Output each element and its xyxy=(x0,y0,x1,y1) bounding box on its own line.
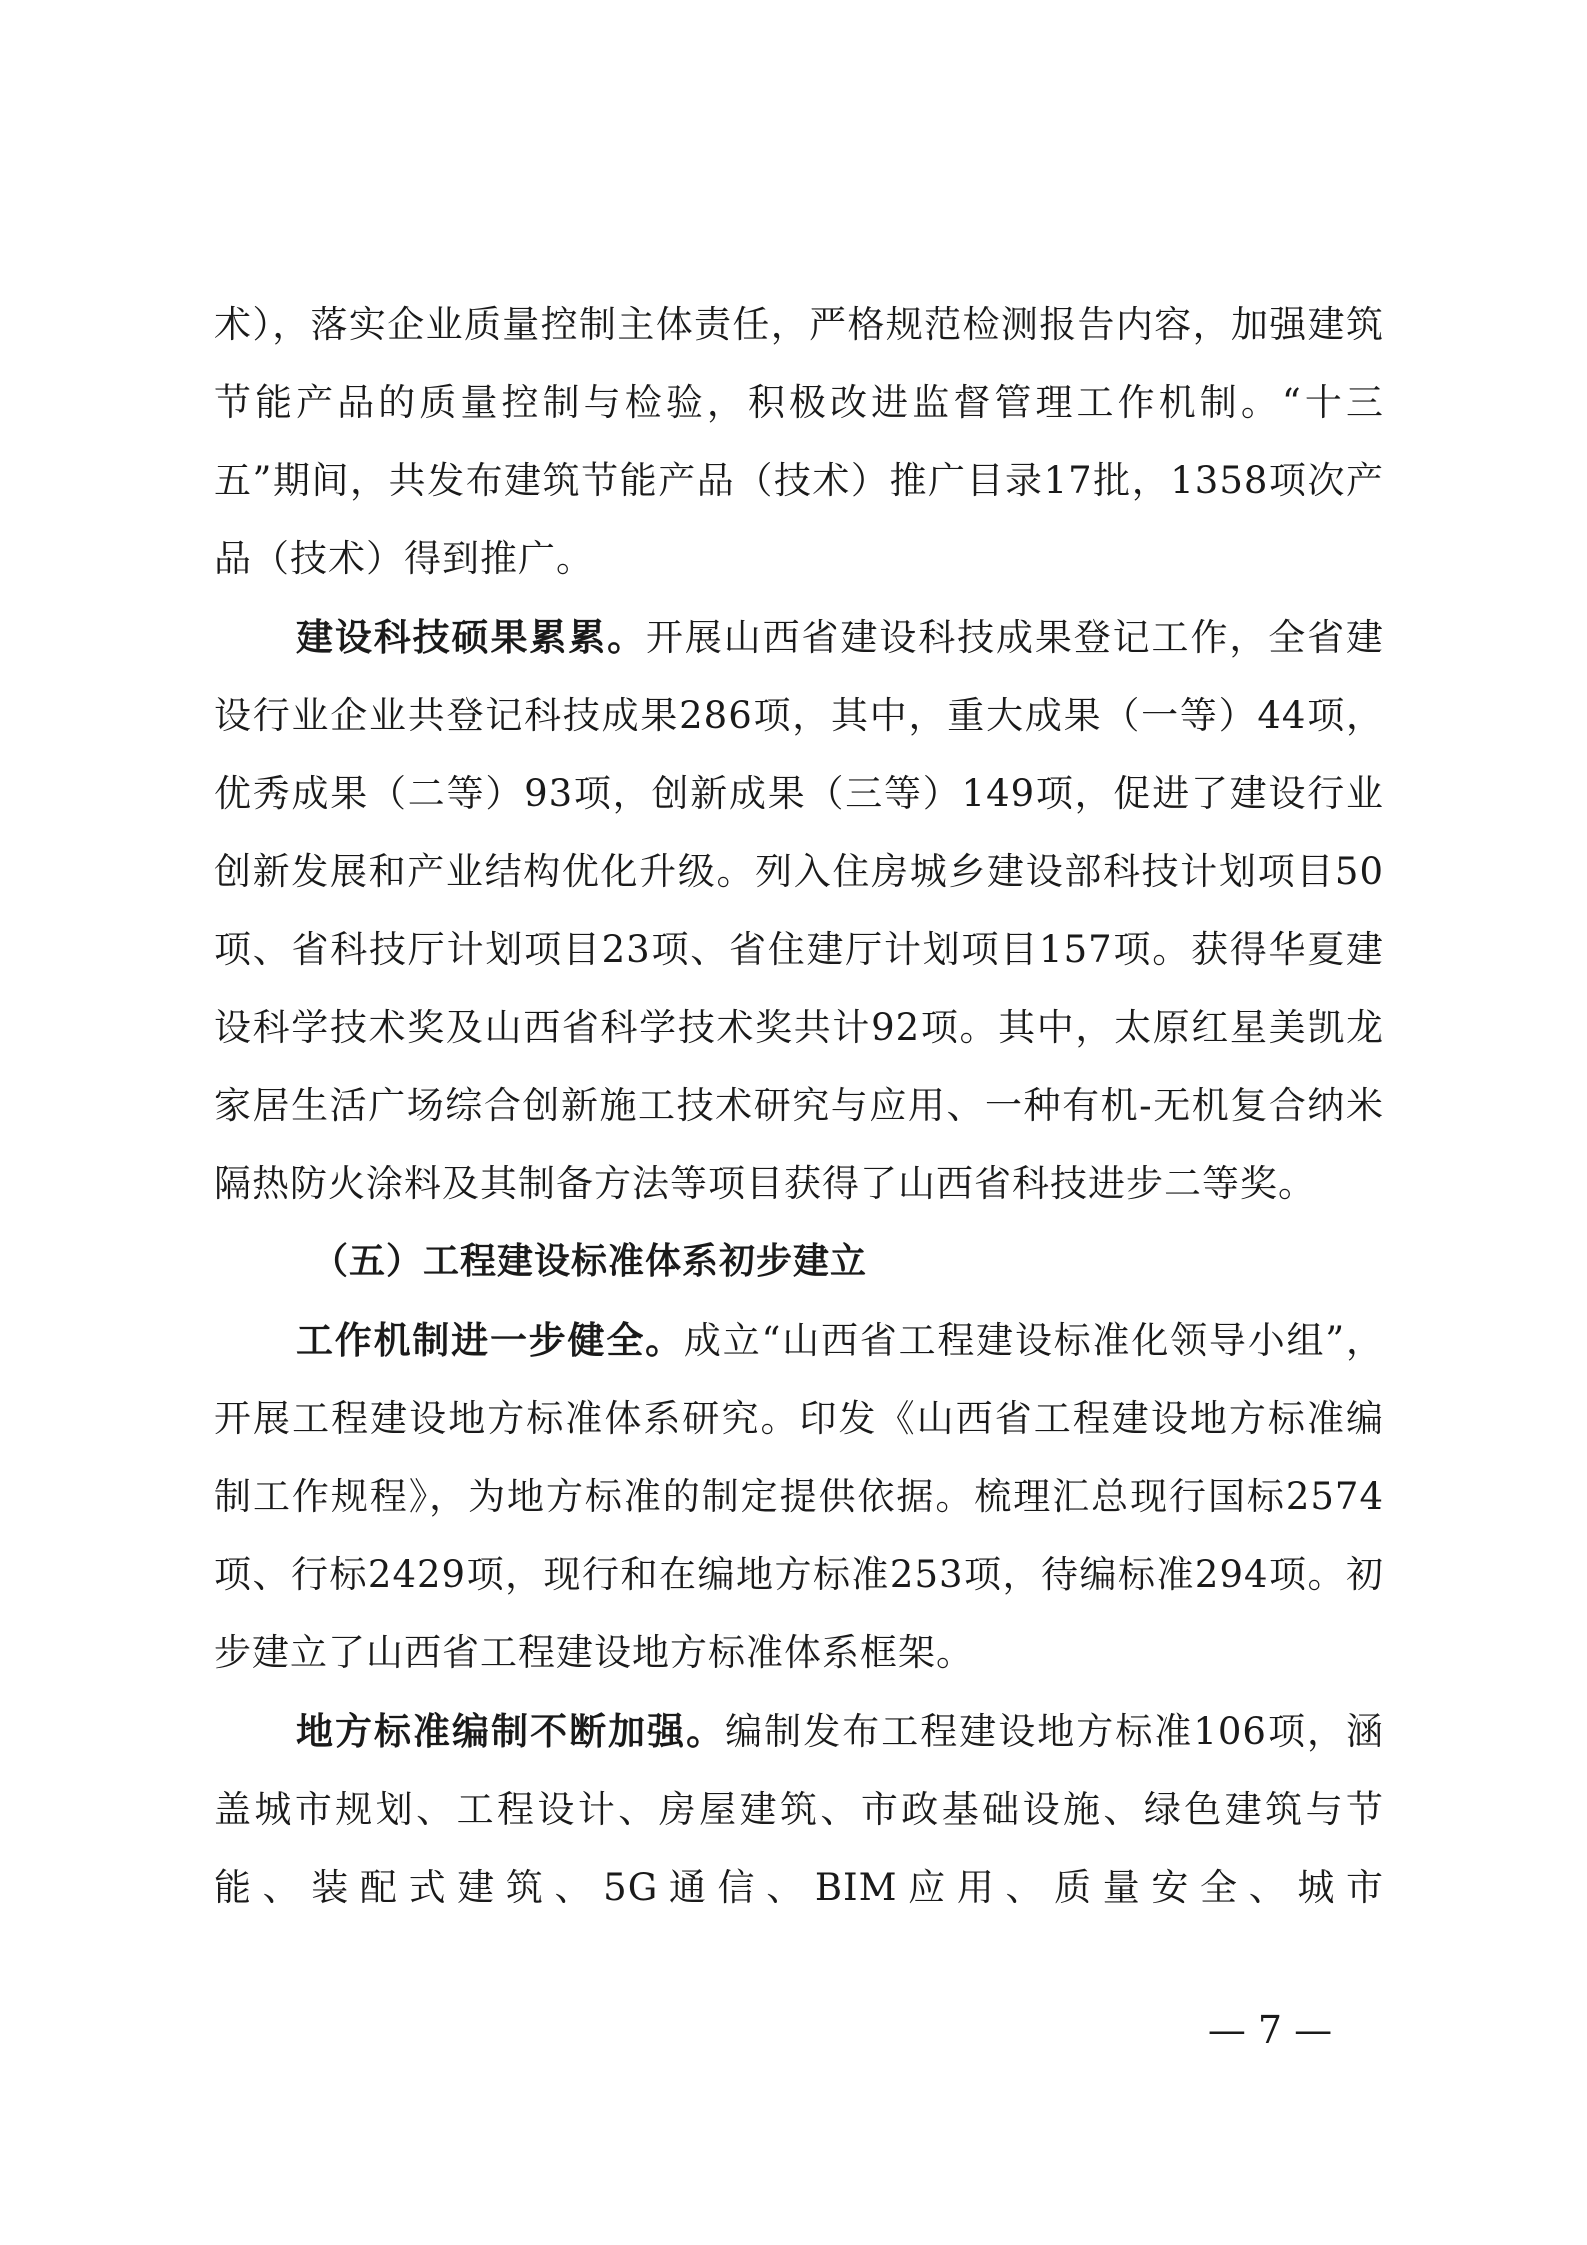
paragraph-text: 术），落实企业质量控制主体责任，严格规范检测报告内容，加强建筑节能产品的质量控制与检验，积极改进监督管理工作机制。“十三五”期间，共发布建筑节能产品（技术）推广目录17批，1358项次产品（技术）得到推广。 xyxy=(214,303,1384,580)
paragraph-local-standards xyxy=(214,1692,1384,1927)
paragraph-lead: 建设科技硕果累累。 xyxy=(296,615,646,659)
section-heading: （五）工程建设标准体系初步建立 xyxy=(312,1241,868,1282)
paragraph-continuation xyxy=(214,286,1384,598)
body-text xyxy=(214,286,1384,1927)
paragraph-text: 成立“山西省工程建设标准化领导小组”，开展工程建设地方标准体系研究。印发《山西省工程建设地方标准编制工作规程》，为地方标准的制定提供依据。梳理汇总现行国标2574项、行标2429项，现行和在编地方标准253项，待编标准294项。初步建立了山西省工程建设地方标准体系框架。 xyxy=(214,1319,1384,1674)
paragraph-lead: 工作机制进一步健全。 xyxy=(296,1318,684,1362)
page-number: — 7 — xyxy=(1207,2008,1333,2052)
paragraph-tech-achievements xyxy=(214,598,1384,1223)
paragraph-text: 编制发布工程建设地方标准106项，涵盖城市规划、工程设计、房屋建筑、市政基础设施、绿色建筑与节能、装配式建筑、5G通信、BIM应用、质量安全、城市 xyxy=(214,1710,1385,1909)
paragraph-lead: 地方标准编制不断加强。 xyxy=(296,1709,726,1753)
paragraph-work-mechanism xyxy=(214,1301,1384,1692)
paragraph-text: 开展山西省建设科技成果登记工作，全省建设行业企业共登记科技成果286项，其中，重大成果（一等）44项，优秀成果（二等）93项，创新成果（三等）149项，促进了建设行业创新发展和产业结构优化升级。列入住房城乡建设部科技计划项目50项、省科技厅计划项目23项、省住建厅计划项目157项。获得华夏建设科学技术奖及山西省科学技术奖共计92项。其中，太原红星美凯龙家居生活广场综合创新施工技术研究与应用、一种有机-无机复合纳米隔热防火涂料及其制备方法等项目获得了山西省科技进步二等奖。 xyxy=(214,616,1384,1205)
